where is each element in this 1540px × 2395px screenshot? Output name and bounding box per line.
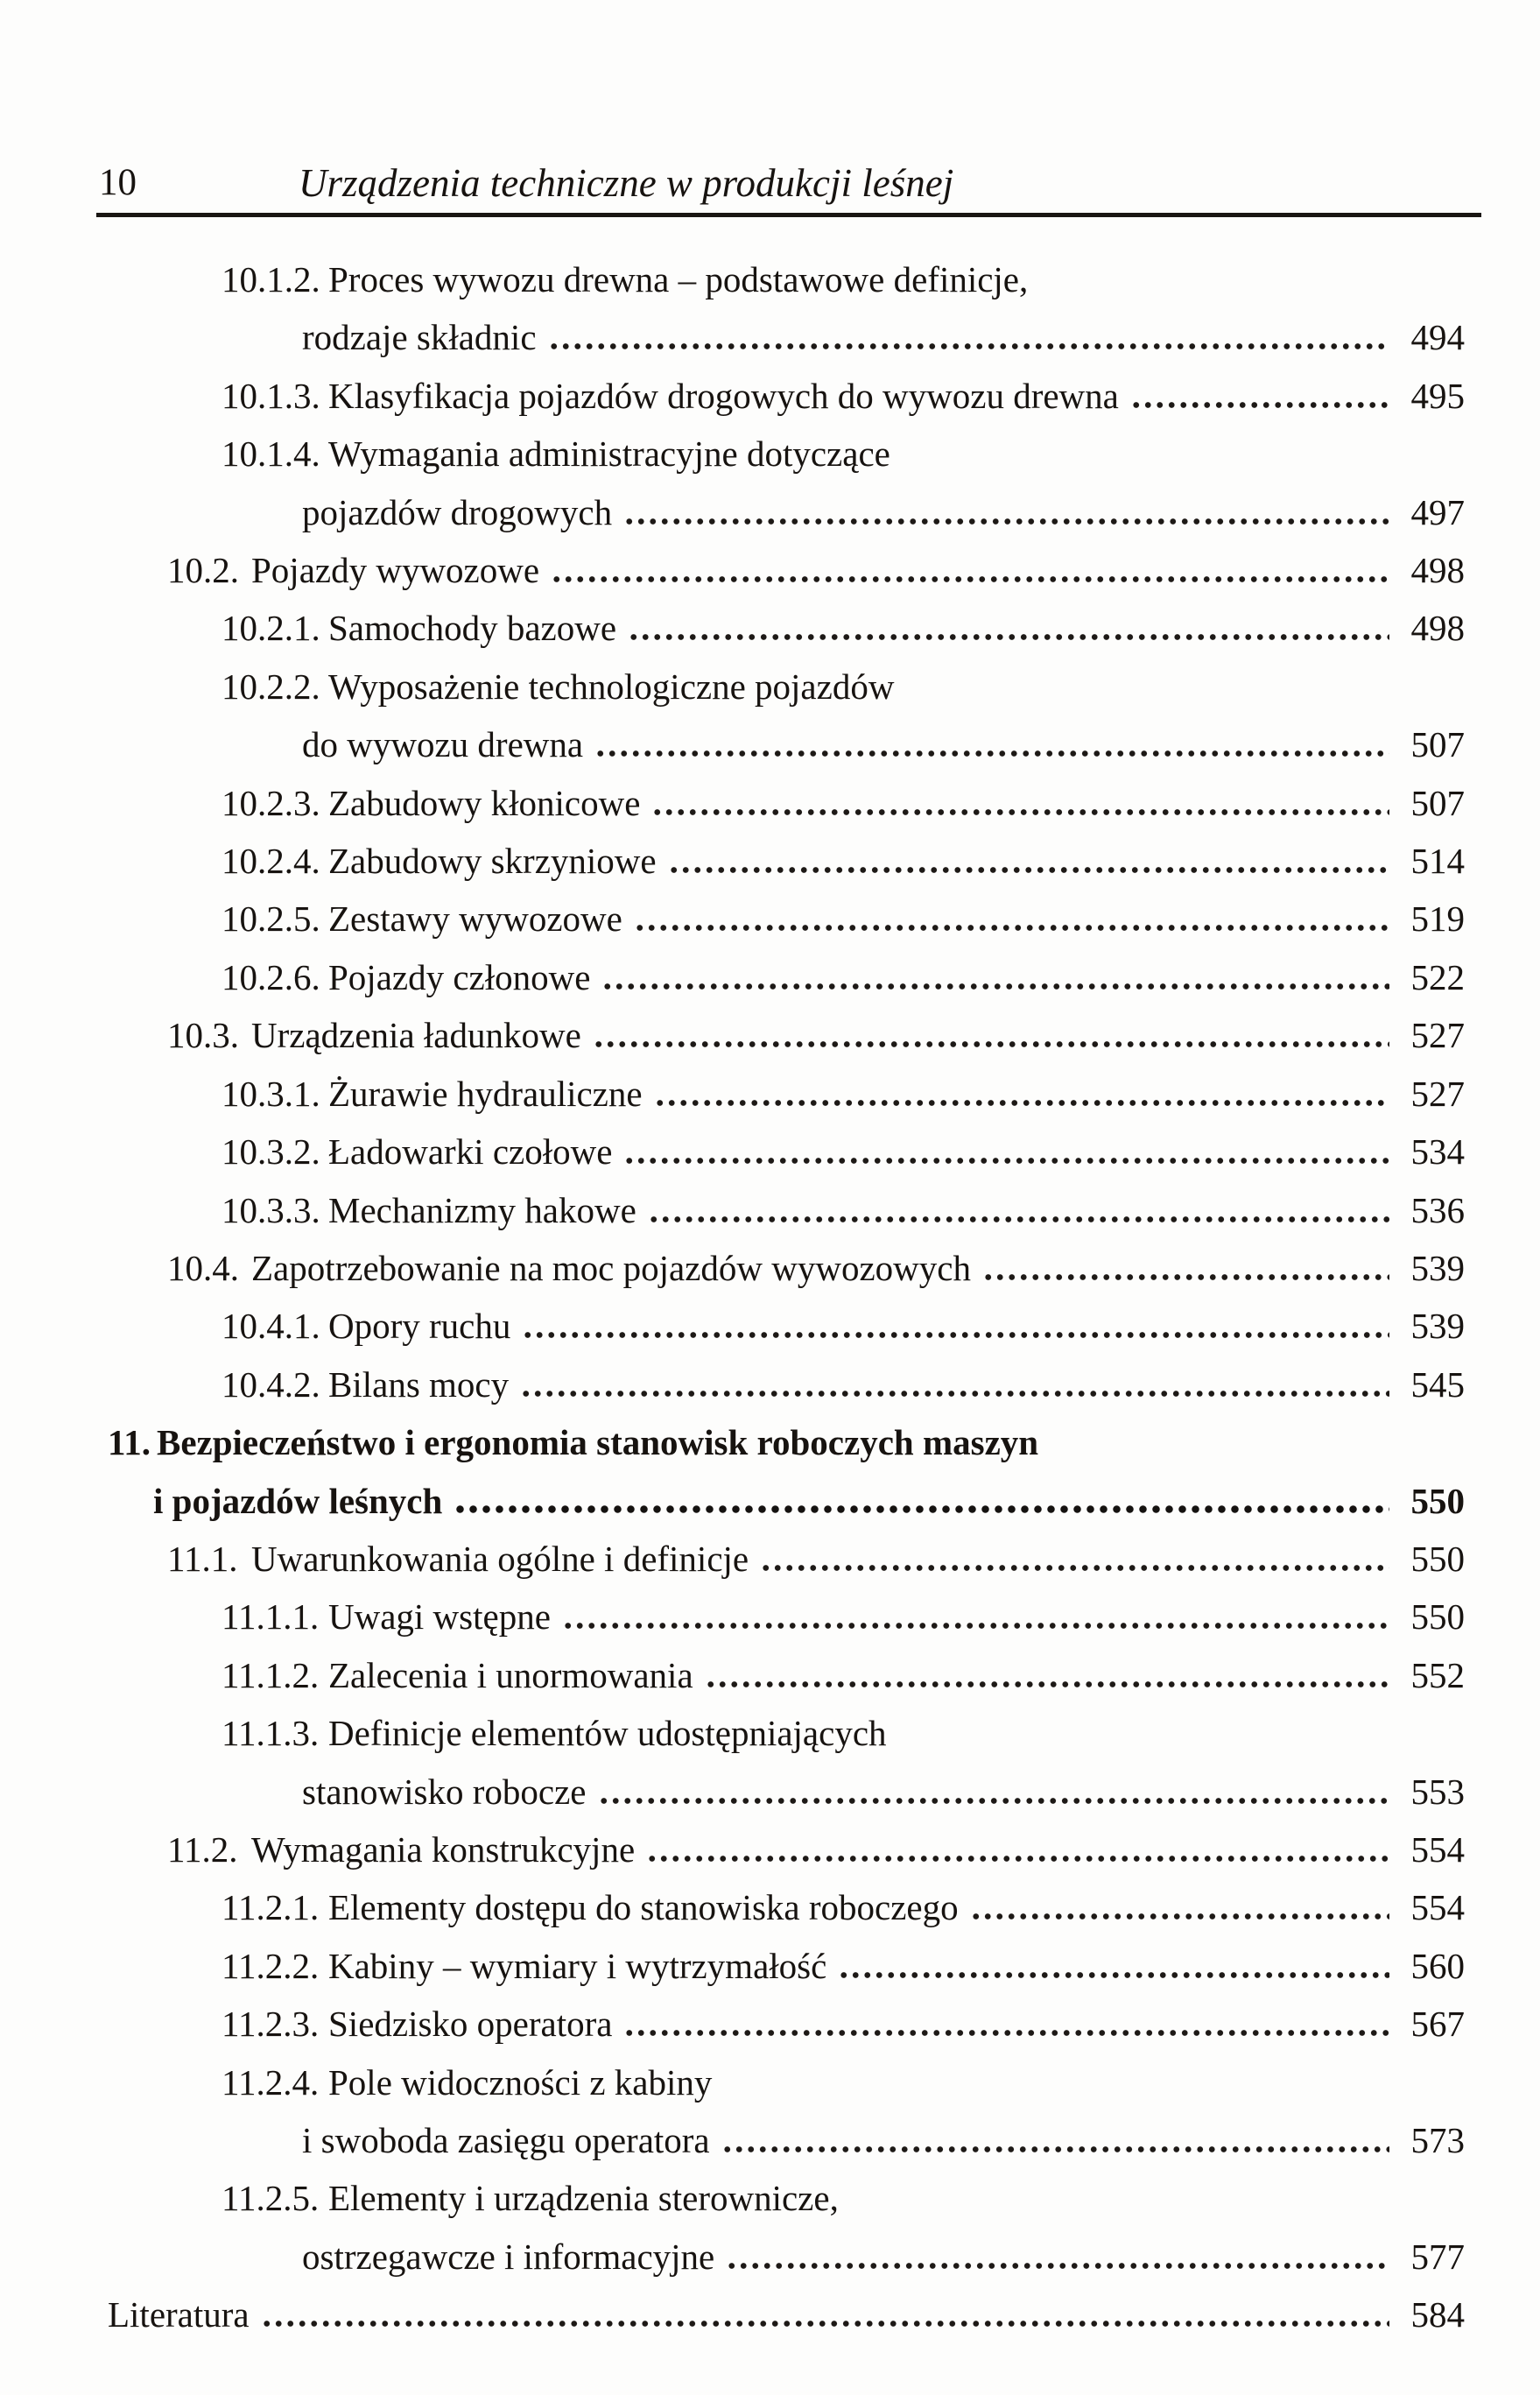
toc-entry xyxy=(222,1065,1465,1123)
toc-entry xyxy=(222,774,1465,832)
entry-line xyxy=(108,2286,1465,2343)
entry-page-number: 507 xyxy=(1410,782,1465,823)
dot-leader xyxy=(634,925,1389,931)
entry-line xyxy=(222,483,1465,541)
entry-page-number: 545 xyxy=(1410,1363,1465,1405)
dot-leader xyxy=(593,1041,1389,1047)
entry-number: 11.1.1. xyxy=(222,1596,320,1638)
entry-line xyxy=(222,2228,1465,2286)
entry-number: 11.1.3. xyxy=(222,1713,320,1754)
toc-entry xyxy=(222,2053,1465,2170)
entry-line xyxy=(222,599,1465,657)
entry-line xyxy=(222,2169,1465,2227)
entry-page-number: 527 xyxy=(1410,1073,1465,1114)
entry-number: 11.1.2. xyxy=(222,1654,320,1695)
entry-line xyxy=(222,425,1465,483)
entry-page-number: 567 xyxy=(1410,2004,1465,2045)
entry-number: 10.1.2. xyxy=(222,259,320,299)
dot-leader xyxy=(651,809,1389,815)
entry-text: Bilans mocy xyxy=(328,1363,510,1405)
entry-page-number: 550 xyxy=(1410,1480,1465,1521)
dot-leader xyxy=(522,1332,1389,1338)
entry-number: 11.1. xyxy=(167,1538,238,1579)
entry-page-number: 536 xyxy=(1410,1189,1465,1230)
toc-entry xyxy=(108,1413,1465,1530)
entry-number: 10.3.1. xyxy=(222,1073,320,1114)
dot-leader xyxy=(520,1391,1389,1397)
dot-leader xyxy=(548,343,1389,349)
entry-text: ostrzegawcze i informacyjne xyxy=(302,2236,715,2277)
entry-line xyxy=(222,1763,1465,1821)
header-rule xyxy=(96,213,1481,217)
entry-line xyxy=(167,1821,1465,1878)
entry-line xyxy=(222,658,1465,715)
entry-line xyxy=(222,1356,1465,1413)
entry-page-number: 539 xyxy=(1410,1306,1465,1347)
page-number: 10 xyxy=(99,162,137,203)
entry-page-number: 522 xyxy=(1410,956,1465,997)
entry-text: stanowisko robocze xyxy=(302,1771,587,1812)
entry-line xyxy=(222,2111,1465,2169)
toc-entry xyxy=(222,1181,1465,1239)
toc-entry xyxy=(222,1995,1465,2053)
entry-number: 11.2.4. xyxy=(222,2061,320,2103)
toc-entry xyxy=(222,658,1465,774)
entry-line xyxy=(167,1239,1465,1297)
toc-entry xyxy=(222,890,1465,947)
entry-text: i swoboda zasięgu operatora xyxy=(302,2120,710,2160)
dot-leader xyxy=(623,518,1389,525)
toc-entry xyxy=(167,1239,1465,1297)
dot-leader xyxy=(721,2146,1389,2152)
entry-line xyxy=(222,890,1465,947)
entry-number: 10.1.3. xyxy=(222,375,320,416)
entry-text: Elementy dostępu do stanowiska roboczego xyxy=(328,1887,959,1928)
entry-text: Mechanizmy hakowe xyxy=(328,1189,636,1230)
entry-text: Pojazdy członowe xyxy=(328,956,591,997)
entry-number: 10.2.1. xyxy=(222,608,320,649)
entry-page-number: 498 xyxy=(1410,608,1465,649)
dot-leader xyxy=(726,2263,1389,2269)
toc-entry xyxy=(222,425,1465,541)
entry-number: 10.4.1. xyxy=(222,1306,320,1347)
entry-number: 10.3.2. xyxy=(222,1131,320,1173)
dot-leader xyxy=(648,1216,1389,1222)
entry-text: Pojazdy wywozowe xyxy=(251,550,540,591)
toc-entry xyxy=(222,1937,1465,1995)
entry-page-number: 577 xyxy=(1410,2236,1465,2277)
entry-text: Uwarunkowania ogólne i definicje xyxy=(251,1538,749,1579)
dot-leader xyxy=(838,1972,1389,1978)
entry-page-number: 553 xyxy=(1410,1771,1465,1812)
entry-number: 10.2.2. xyxy=(222,666,320,707)
entry-text: pojazdów drogowych xyxy=(302,491,613,532)
entry-text: Wymagania konstrukcyjne xyxy=(251,1828,636,1870)
entry-line xyxy=(222,1588,1465,1645)
dot-leader xyxy=(1130,402,1389,408)
toc-entry xyxy=(167,1530,1465,1588)
entry-number: 10.3.3. xyxy=(222,1189,320,1230)
entry-text: Siedzisko operatora xyxy=(328,2004,613,2045)
entry-page-number: 554 xyxy=(1410,1887,1465,1928)
entry-text: Wyposażenie technologiczne pojazdów xyxy=(328,666,895,707)
entry-number: 11.2. xyxy=(167,1828,238,1870)
entry-line xyxy=(222,1297,1465,1355)
entry-line xyxy=(222,308,1465,366)
entry-line xyxy=(222,774,1465,832)
dot-leader xyxy=(594,750,1389,757)
entry-text: Proces wywozu drewna – podstawowe definicje, xyxy=(328,259,1029,299)
entry-line xyxy=(222,1181,1465,1239)
dot-leader xyxy=(623,2030,1389,2036)
toc-entry xyxy=(222,1588,1465,1645)
toc-entry xyxy=(222,1878,1465,1936)
entry-page-number: 550 xyxy=(1410,1538,1465,1579)
running-header xyxy=(99,161,1465,208)
toc-entry xyxy=(222,250,1465,367)
entry-page-number: 560 xyxy=(1410,1945,1465,1986)
entry-text: Literatura xyxy=(108,2294,250,2335)
toc-entry xyxy=(167,1006,1465,1064)
dot-leader xyxy=(551,576,1389,582)
entry-line xyxy=(222,1704,1465,1762)
toc-entry xyxy=(108,2286,1465,2343)
entry-line xyxy=(167,1006,1465,1064)
entry-number: 10.2. xyxy=(167,550,239,591)
dot-leader xyxy=(668,867,1389,873)
entry-number: 10.2.3. xyxy=(222,782,320,823)
entry-text: Wymagania administracyjne dotyczące xyxy=(328,433,890,475)
entry-text: Ładowarki czołowe xyxy=(328,1131,613,1173)
entry-text: Uwagi wstępne xyxy=(328,1596,551,1638)
entry-line xyxy=(108,1413,1465,1471)
toc-entry xyxy=(222,2169,1465,2286)
entry-page-number: 494 xyxy=(1410,317,1465,358)
entry-line xyxy=(222,1878,1465,1936)
dot-leader xyxy=(982,1274,1389,1280)
dot-leader xyxy=(562,1623,1389,1629)
entry-number: 10.4. xyxy=(167,1247,239,1288)
entry-line xyxy=(222,1123,1465,1180)
entry-line xyxy=(222,1937,1465,1995)
entry-line xyxy=(222,2053,1465,2111)
entry-text: Żurawie hydrauliczne xyxy=(328,1073,643,1114)
toc-entry xyxy=(222,832,1465,890)
dot-leader xyxy=(760,1565,1389,1571)
toc-entry xyxy=(222,948,1465,1006)
entry-page-number: 495 xyxy=(1410,375,1465,416)
entry-line xyxy=(222,250,1465,308)
dot-leader xyxy=(598,1798,1390,1804)
entry-text: Urządzenia ładunkowe xyxy=(251,1015,581,1056)
entry-text: i pojazdów leśnych xyxy=(153,1480,443,1521)
entry-text: Pole widoczności z kabiny xyxy=(328,2061,713,2103)
entry-text: Zestawy wywozowe xyxy=(328,898,622,940)
entry-page-number: 527 xyxy=(1410,1015,1465,1056)
entry-text: Definicje elementów udostępniających xyxy=(328,1713,887,1754)
dot-leader xyxy=(261,2321,1389,2327)
entry-text: Klasyfikacja pojazdów drogowych do wywozu drewna xyxy=(328,375,1119,416)
entry-line xyxy=(167,1530,1465,1588)
entry-line xyxy=(222,715,1465,773)
entry-text: Bezpieczeństwo i ergonomia stanowisk roboczych maszyn xyxy=(157,1422,1039,1463)
entry-number: 11.2.3. xyxy=(222,2004,320,2045)
entry-number: 10.1.4. xyxy=(222,433,320,475)
entry-page-number: 519 xyxy=(1410,898,1465,940)
entry-text: Samochody bazowe xyxy=(328,608,617,649)
entry-page-number: 507 xyxy=(1410,724,1465,765)
entry-line xyxy=(222,1995,1465,2053)
entry-page-number: 534 xyxy=(1410,1131,1465,1173)
entry-text: Zalecenia i unormowania xyxy=(328,1654,693,1695)
entry-number: 11.2.1. xyxy=(222,1887,320,1928)
entry-text: Zapotrzebowanie na moc pojazdów wywozowych xyxy=(251,1247,971,1288)
entry-number: 10.2.6. xyxy=(222,956,320,997)
entry-number: 10.2.4. xyxy=(222,841,320,882)
entry-text: Zabudowy skrzyniowe xyxy=(328,841,657,882)
entry-text: rodzaje składnic xyxy=(302,317,537,358)
dot-leader xyxy=(970,1913,1389,1920)
entry-text: do wywozu drewna xyxy=(302,724,584,765)
toc-entry xyxy=(222,1123,1465,1180)
entry-line xyxy=(167,541,1465,599)
toc-entry xyxy=(167,541,1465,599)
entry-number: 11.2.2. xyxy=(222,1945,320,1986)
entry-page-number: 539 xyxy=(1410,1247,1465,1288)
entry-page-number: 573 xyxy=(1410,2120,1465,2160)
entry-number: 11.2.5. xyxy=(222,2178,320,2219)
entry-line xyxy=(222,1065,1465,1123)
dot-leader xyxy=(628,634,1389,640)
dot-leader xyxy=(601,983,1389,990)
dot-leader xyxy=(454,1505,1389,1513)
entry-page-number: 514 xyxy=(1410,841,1465,882)
dot-leader xyxy=(646,1856,1389,1862)
toc-list xyxy=(108,250,1465,2344)
entry-line xyxy=(222,367,1465,425)
entry-text: Opory ruchu xyxy=(328,1306,511,1347)
toc-entry xyxy=(222,1646,1465,1704)
dot-leader xyxy=(623,1158,1389,1164)
toc-entry xyxy=(222,1704,1465,1821)
entry-text: Elementy i urządzenia sterownicze, xyxy=(328,2178,839,2219)
toc-entry xyxy=(222,599,1465,657)
toc-entry xyxy=(222,1356,1465,1413)
entry-number: 10.3. xyxy=(167,1015,239,1056)
running-title: Urządzenia techniczne w produkcji leśnej xyxy=(299,161,954,205)
entry-page-number: 552 xyxy=(1410,1654,1465,1695)
entry-line xyxy=(222,832,1465,890)
entry-page-number: 554 xyxy=(1410,1828,1465,1870)
dot-leader xyxy=(654,1100,1389,1106)
entry-number: 11. xyxy=(108,1422,151,1463)
entry-number: 10.4.2. xyxy=(222,1363,320,1405)
entry-text: Zabudowy kłonicowe xyxy=(328,782,641,823)
toc-entry xyxy=(222,1297,1465,1355)
entry-text: Kabiny – wymiary i wytrzymałość xyxy=(328,1945,827,1986)
toc-entry xyxy=(167,1821,1465,1878)
entry-line xyxy=(222,1646,1465,1704)
toc-entry xyxy=(222,367,1465,425)
entry-number: 10.2.5. xyxy=(222,898,320,940)
dot-leader xyxy=(705,1681,1389,1687)
entry-page-number: 550 xyxy=(1410,1596,1465,1638)
entry-page-number: 497 xyxy=(1410,491,1465,532)
entry-page-number: 584 xyxy=(1410,2294,1465,2335)
entry-line xyxy=(222,948,1465,1006)
entry-line xyxy=(108,1472,1465,1530)
entry-page-number: 498 xyxy=(1410,550,1465,591)
